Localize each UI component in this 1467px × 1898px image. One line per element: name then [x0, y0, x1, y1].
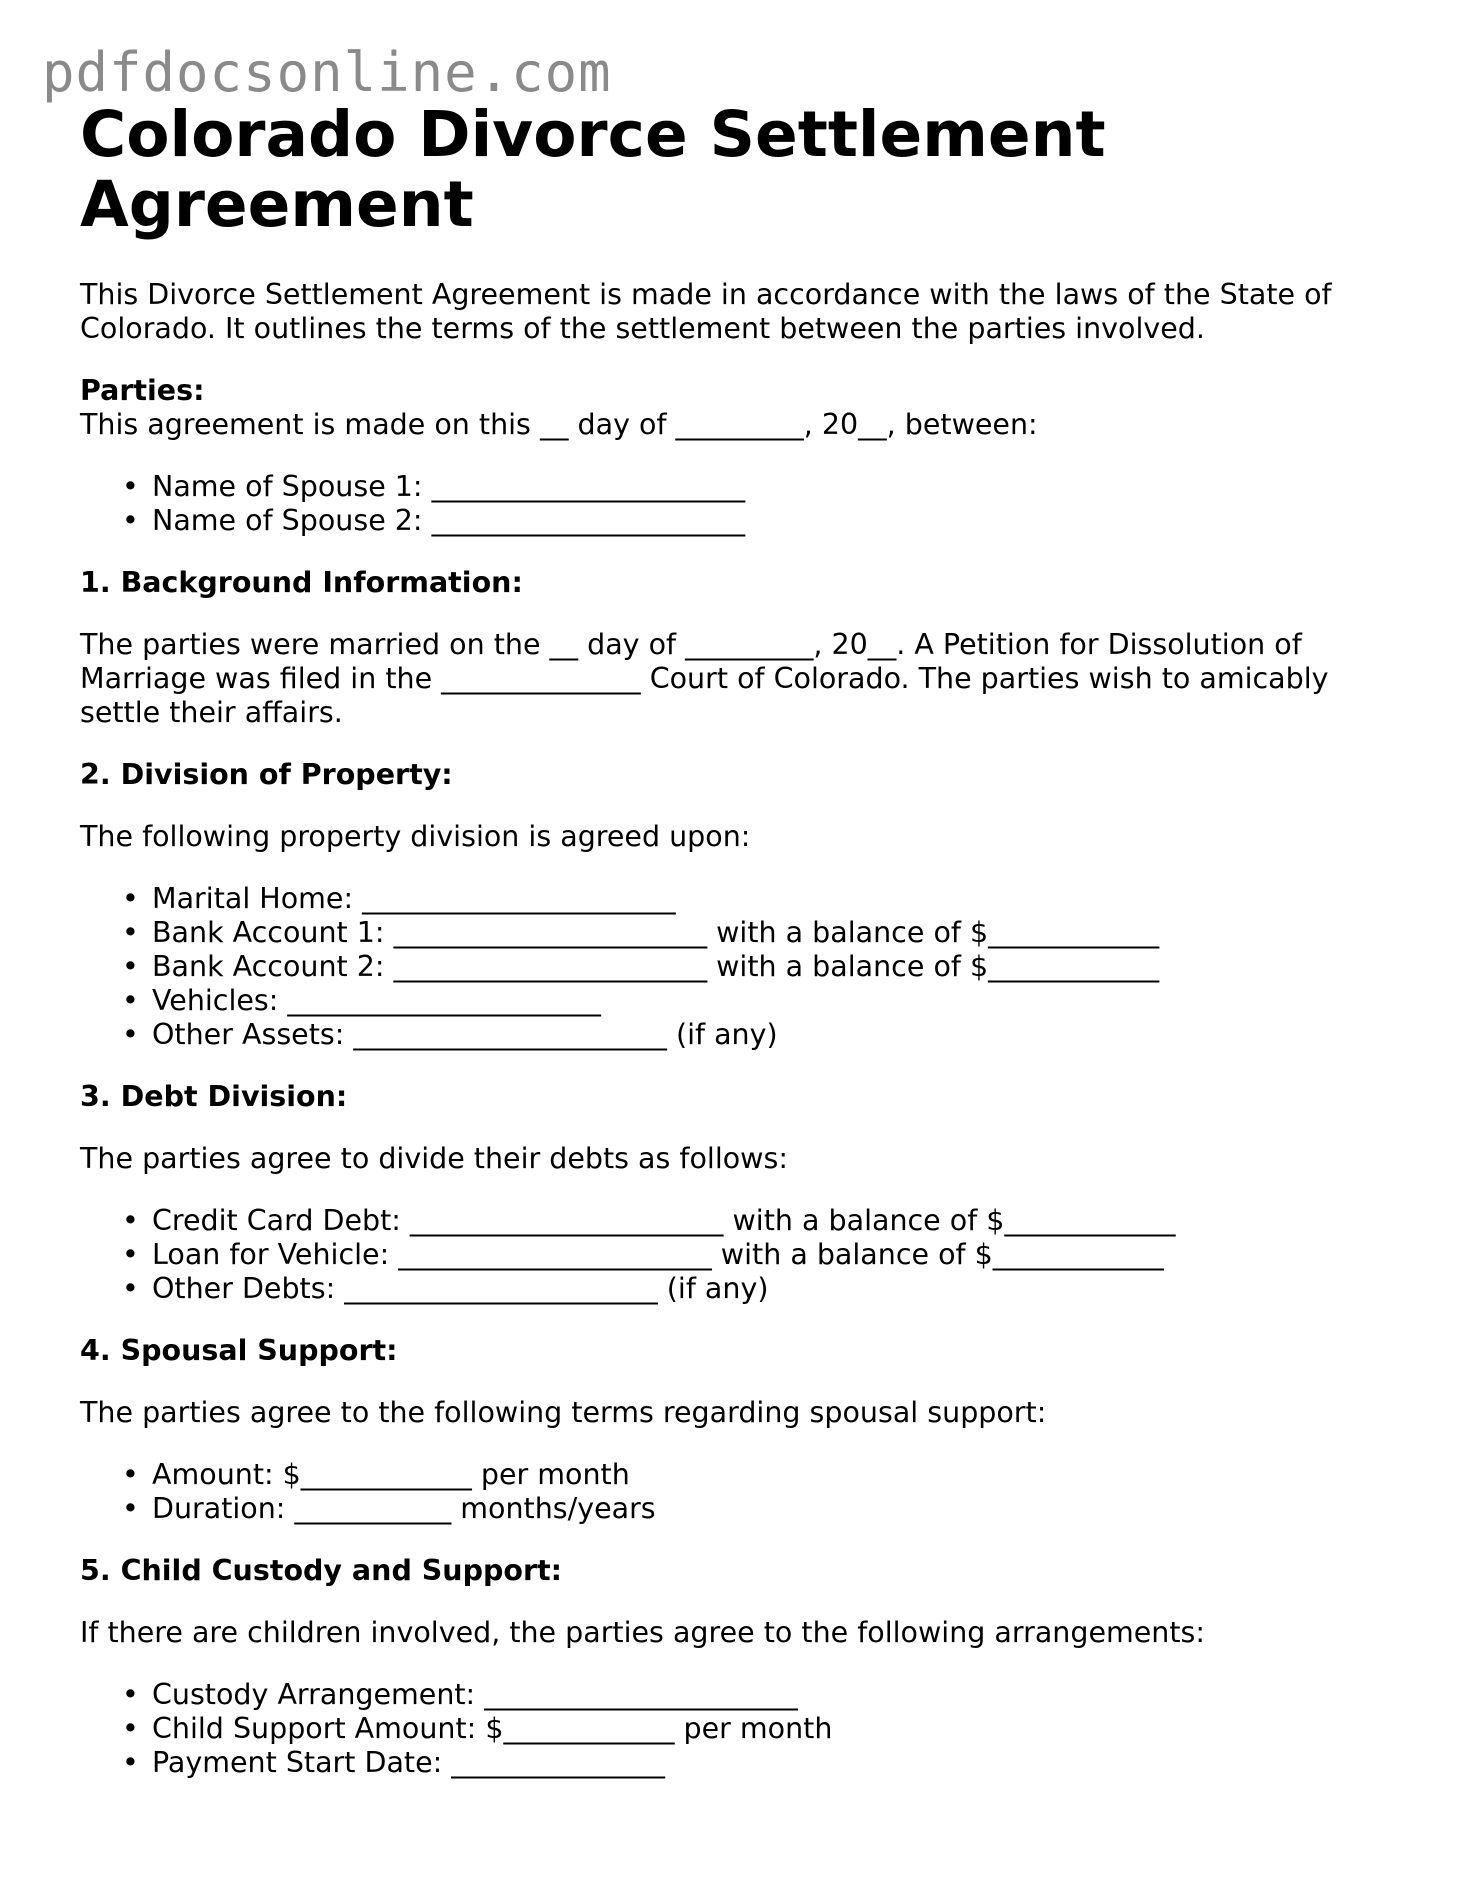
- property-text: The following property division is agreed upon:: [80, 820, 751, 853]
- list-item: • Other Assets: ______________________ (if any): [152, 1018, 1400, 1052]
- parties-text: This agreement is made on this __ day of _________, 20__, between:: [80, 408, 1038, 441]
- list-item: • Payment Start Date: _______________: [152, 1746, 1400, 1780]
- document-page: [80, 100, 1400, 1780]
- title-line-2: Agreement: [80, 168, 474, 241]
- list-item: • Custody Arrangement: ______________________: [152, 1678, 1400, 1712]
- parties-list: [80, 470, 1400, 538]
- spousal-list: [80, 1458, 1400, 1526]
- title-line-1: Colorado Divorce Settlement: [80, 98, 1106, 171]
- spousal-text: The parties agree to the following terms regarding spousal support:: [80, 1396, 1047, 1429]
- background-heading: 1. Background Information:: [80, 566, 523, 599]
- debt-text: The parties agree to divide their debts as follows:: [80, 1142, 788, 1175]
- intro-paragraph: This Divorce Settlement Agreement is made in accordance with the laws of the State of Colorado. It outlines the terms of the settlement between the parties involved.: [80, 278, 1332, 345]
- property-heading: 2. Division of Property:: [80, 758, 453, 791]
- list-item: • Credit Card Debt: ______________________ with a balance of $____________: [152, 1204, 1400, 1238]
- watermark: pdfdocsonline.com: [42, 41, 612, 104]
- background-text: The parties were married on the __ day of _________, 20__. A Petition for Dissolution of Marriage was filed in the ______________ Court of Colorado. The parties wish to amicably settle their affairs.: [80, 628, 1329, 729]
- list-item: • Child Support Amount: $____________ per month: [152, 1712, 1400, 1746]
- custody-heading: 5. Child Custody and Support:: [80, 1554, 563, 1587]
- list-item: • Other Debts: ______________________ (if any): [152, 1272, 1400, 1306]
- custody-list: [80, 1678, 1400, 1780]
- spousal-heading: 4. Spousal Support:: [80, 1334, 398, 1367]
- list-item: • Bank Account 1: ______________________ with a balance of $____________: [152, 916, 1400, 950]
- document-title: [80, 100, 1400, 240]
- list-item: • Duration: ___________ months/years: [152, 1492, 1400, 1526]
- list-item: • Marital Home: ______________________: [152, 882, 1400, 916]
- list-item: • Name of Spouse 2: ______________________: [152, 504, 1400, 538]
- list-item: • Bank Account 2: ______________________ with a balance of $____________: [152, 950, 1400, 984]
- debt-heading: 3. Debt Division:: [80, 1080, 348, 1113]
- list-item: • Amount: $____________ per month: [152, 1458, 1400, 1492]
- list-item: • Vehicles: ______________________: [152, 984, 1400, 1018]
- list-item: • Loan for Vehicle: ______________________ with a balance of $____________: [152, 1238, 1400, 1272]
- debt-list: [80, 1204, 1400, 1306]
- list-item: • Name of Spouse 1: ______________________: [152, 470, 1400, 504]
- parties-heading: Parties:: [80, 374, 205, 407]
- property-list: [80, 882, 1400, 1052]
- custody-text: If there are children involved, the parties agree to the following arrangements:: [80, 1616, 1205, 1649]
